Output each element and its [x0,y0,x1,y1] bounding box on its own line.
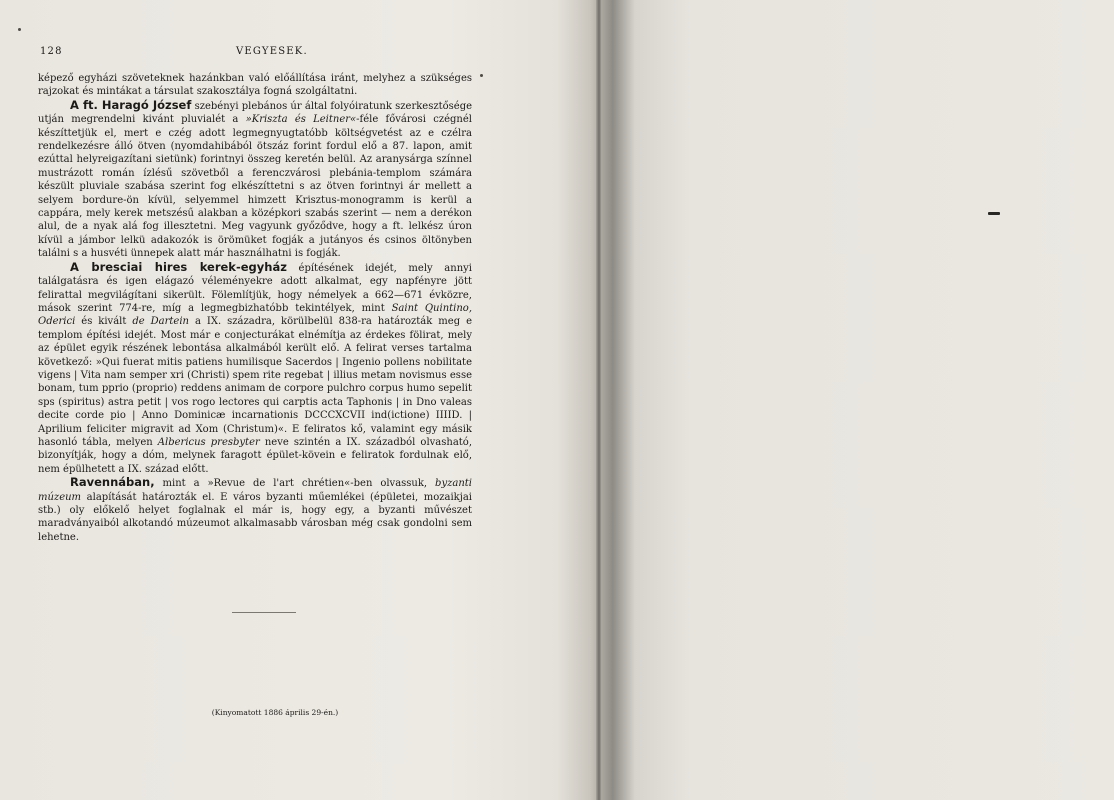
paragraph-emphasis: Albericus presbyter [157,436,260,448]
paragraph-lead: Ravennában, [70,475,155,490]
paragraph-lead: A bresciai hires kerek-egyház [70,259,287,274]
paragraph-text: -féle fővárosi czégnél készíttetjük el, mert e czég adott legmegnyugtatóbb költségvetést az e czélra rendelkezésre álló ötven (nyomdahibából ötszáz forint fordul elő a 87. lapon, amit ezúttal helyreigazítani sietünk) forintnyi összeg keretén belül. Az aranysárga színnel mustrázott román ízlésű szövetből a ferenczvárosi plebánia-templom számára készült pluviale szabása szerint fog elkészíttetni s az ötven forintnyi ár mellett a selyem bordure-ön kívül, selyemmel himzett Krisztus-monogramm is kerül a cappára, mely kerek metszésű alakban a középkori szabás szerint — nem a derékon alul, de a nyak alá fog illesztetni. Meg vagyunk győződve, hogy a ft. lelkész úron kívül a jámbor lelkü adakozók is örömüket fogják a jutányos és csinos öltönyben találni s a husvéti ünnepek alatt már használhatni is fogják. [38,114,472,260]
running-head: VEGYESEK. [236,46,308,57]
paragraph-emphasis: »Kriszta és Leitner« [245,114,357,126]
paragraph-lead: A ft. Haragó József [70,97,192,112]
colophon: (Kinyomatott 1886 április 29-én.) [211,708,339,717]
paragraph-text: neve szintén a IX. századból olvasható, bizonyítják, hogy a dóm, melynek faragott épület-kövein e feliratok fordulnak elő, nem épülhetett a IX. század előtt. [38,436,473,475]
paragraph-text: mint a »Revue de l'art chrétien«-ben olvassuk, [154,478,436,490]
dust-speck [18,28,21,31]
paragraph-harago [38,99,472,261]
paragraph-emphasis: byzanti múzeum [38,478,472,503]
paragraph-text: szebényi plebános úr által folyóiratunk szerkesztősége utján megrendelni kivánt pluvialét a [38,100,473,126]
paragraph-text: építésének idejét, mely annyi találgatásra és igen elágazó véleményekre adott alkalmat, egy napfényre jött felirattal megvilágítani sikerült. Fölemlítjük, hogy némelyek a 662—671 évközre, mások szerint 774-re, míg a legmegbizhatóbb tekintélyek, mint [38,262,472,314]
page-number: 128 [40,46,63,57]
paragraph-emphasis: de Dartein [132,316,189,328]
paragraph-text: képező egyházi szöveteknek hazánkban való előállítása iránt, melyhez a szükséges rajzokat és mintákat a társulat szakosztálya fogná szolgáltatni. [38,73,472,98]
paragraph-text: és kivált [75,316,133,328]
paragraph-text: a IX. századra, körülbelül 838-ra határozták meg e templom építési idejét. Most már e conjecturákat elnémítja az érdekes fölirat, mely az épület egyik részének lebontása alkalmából került elő. A felirat verses tartalma következő: »Qui fuerat mitis patiens humilisque Sacerdos | Ingenio pollens nobilitate vigens | Vita nam semper xri (Christi) spem rite regebat | illius metam novismus esse bonam, tum pprio (proprio) reddens animam de corpore pulchro corpus humo sepelit sps (spiritus) astra petit | vos rogo lectores qui carptis acta Taphonis | in Dno valeas decite corde pio | Anno Dominicæ incarnationis DCCCXCVII ind(ictione) IIIID. | Aprilium feliciter migravit ad Xom (Christum)«. E feliratos kő, valamint egy másik hasonló tábla, melyen [38,316,472,448]
paragraph-ravenna [38,476,472,544]
paragraph-brescia [38,261,472,477]
body-text [38,72,472,544]
page-header [40,46,520,62]
paragraph-emphasis: Saint Quintino, Oderici [38,302,472,328]
paragraph-continuation [38,72,472,99]
paragraph-text: alapítását határozták el. E város byzanti műemlékei (épületei, mozaikjai stb.) oly előkelő helyet foglalnak el már is, hogy egy, a byzanti művészet maradványaiból alkotandó múzeumot alkalmasabb városban még csak gondolni sem lehetne. [38,491,472,543]
section-rule [232,612,296,613]
ink-mark [988,212,1000,215]
right-page-blank [602,0,1114,800]
dust-speck [480,74,483,77]
